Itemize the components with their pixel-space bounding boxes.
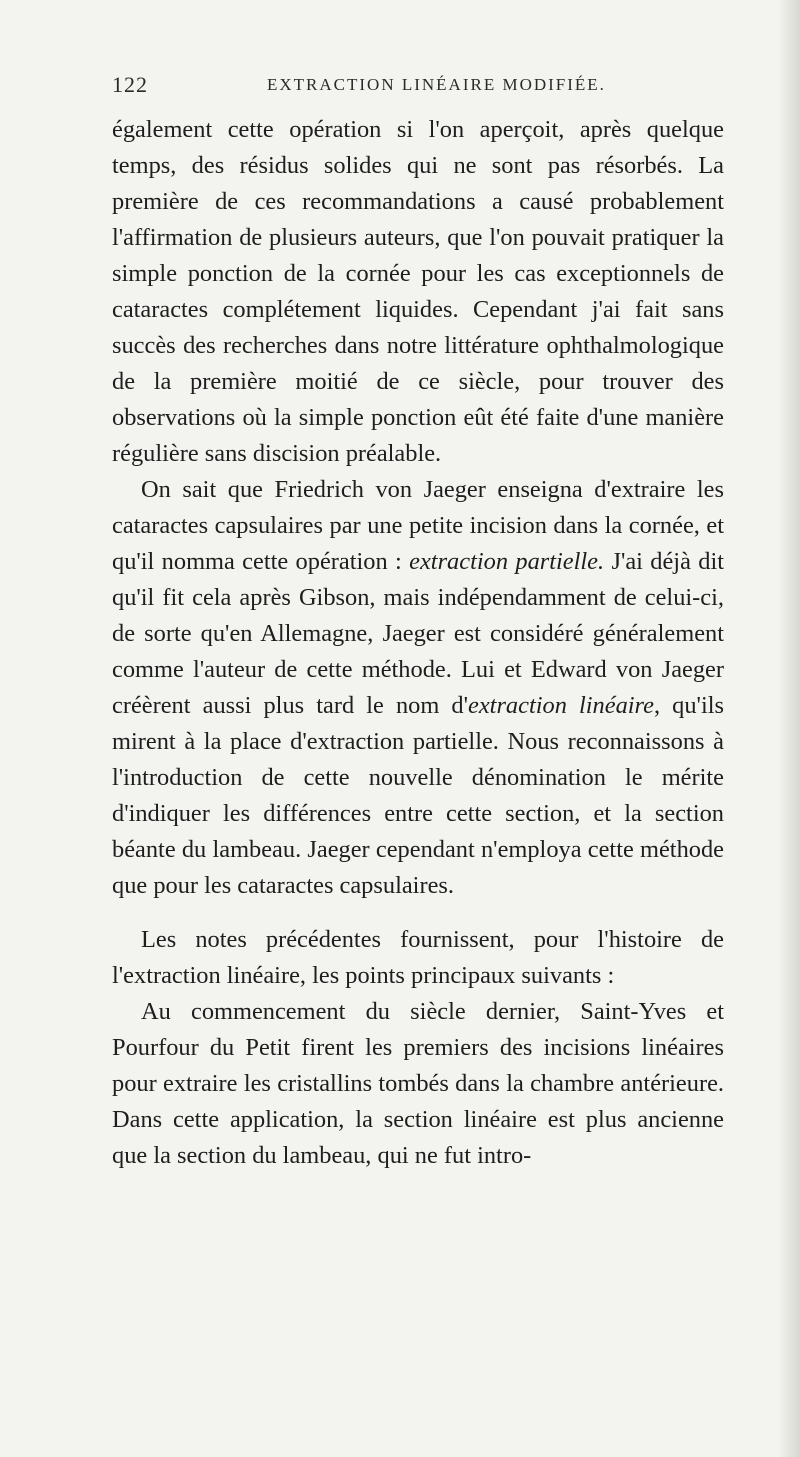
paragraph-2-part-3: , qu'ils mirent à la place d'extraction partielle. Nous reconnaissons à l'introduction de cette nouvelle dénomination le mérite d'indiquer les différences entre cette section, et la section béante du lambeau. Jaeger cependant n'employa cette méthode que pour les cataractes capsulaires. xyxy=(112,692,724,899)
paragraph-4: Au commencement du siècle dernier, Saint-Yves et Pourfour du Petit firent les premiers des incisions linéaires pour extraire les cristallins tombés dans la chambre antérieure. Dans cette application, la section linéaire est plus ancienne que la section du lambeau, qui ne fut intro- xyxy=(112,998,724,1169)
term-extraction-lineaire: extraction linéaire xyxy=(468,692,654,719)
page-header xyxy=(112,72,712,100)
paragraph-3: Les notes précédentes fournissent, pour l'histoire de l'extraction linéaire, les points principaux suivants : xyxy=(112,926,724,989)
paragraph-2 xyxy=(112,472,724,904)
paragraph-2-part-1: On sait que Friedrich von Jaeger enseigna d'extraire les cataractes capsulaires par une petite incision dans la cornée, et qu'il nomma cette opération : xyxy=(112,476,724,575)
page-number: 122 xyxy=(112,72,148,97)
paragraph-1: également cette opération si l'on aperçoit, après quelque temps, des résidus solides qui ne sont pas résorbés. La première de ces recommandations a causé probablement l'affirmation de plusieurs auteurs, que l'on pouvait pratiquer la simple ponction de la cornée pour les cas exceptionnels de cataractes complétement liquides. Cependant j'ai fait sans succès des recherches dans notre littérature ophthalmologique de la première moitié de ce siècle, pour trouver des observations où la simple ponction eût été faite d'une manière régulière sans discision préalable. xyxy=(112,116,724,467)
paragraph-2-part-2: J'ai déjà dit qu'il fit cela après Gibson, mais indépendamment de celui-ci, de sorte qu'en Allemagne, Jaeger est considéré généralement comme l'auteur de cette méthode. Lui et Edward von Jaeger créèrent aussi plus tard le nom d' xyxy=(112,548,724,719)
running-head: EXTRACTION LINÉAIRE MODIFIÉE. xyxy=(267,75,606,94)
term-extraction-partielle: extraction partielle. xyxy=(409,548,605,575)
page-edge-shadow xyxy=(778,0,800,1457)
body-text xyxy=(112,112,724,1174)
